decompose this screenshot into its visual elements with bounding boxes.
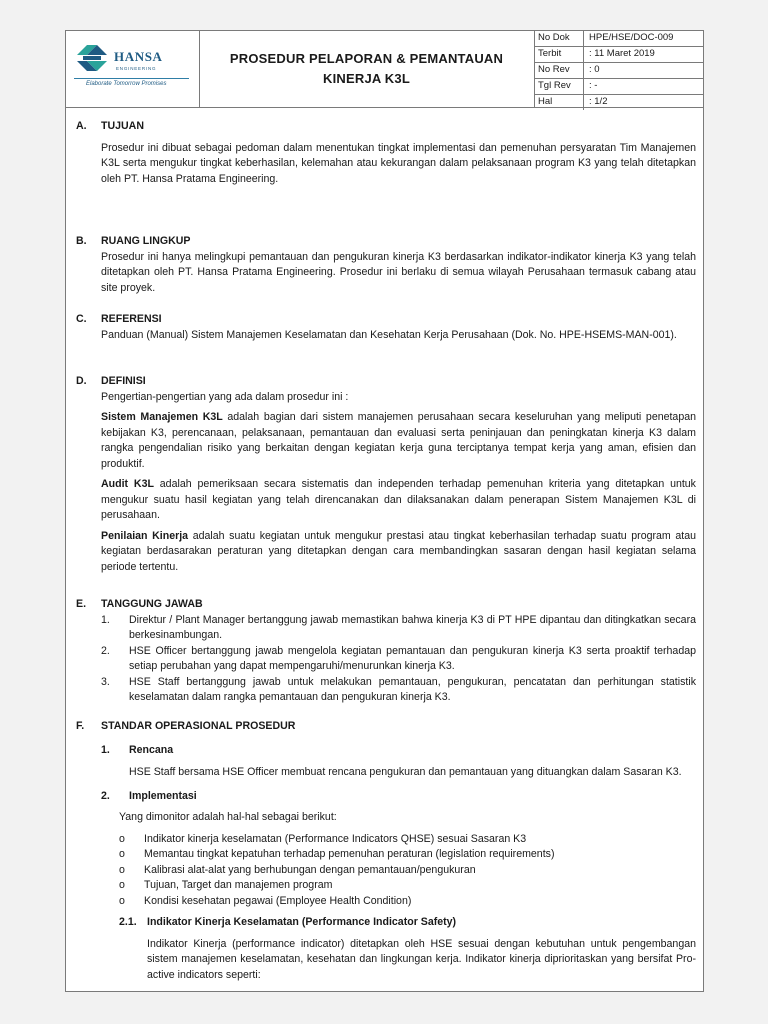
subsection-number: 2. [101, 789, 110, 802]
list-item [76, 644, 696, 675]
list-text: Kondisi kesehatan pegawai (Employee Health Condition) [144, 894, 412, 907]
section-title: RUANG LINGKUP [101, 235, 191, 247]
subsection-heading [76, 743, 696, 759]
subsection-title: Implementasi [129, 789, 197, 802]
list-text: HSE Staff bertanggung jawab untuk melakukan pemantauan, pengukuran, pencatatan dan perhitungan statistik keselamatan dalam rangka pemantauan dan pengukuran kinerja K3. [129, 675, 696, 703]
meta-value: : 0 [589, 64, 600, 75]
meta-row [534, 95, 704, 110]
list-item [76, 613, 696, 644]
subsection-number: 1. [101, 743, 110, 756]
section-letter: E. [76, 598, 87, 610]
list-text: Kalibrasi alat-alat yang berhubungan dengan pemantauan/pengukuran [144, 863, 476, 876]
subsection-text: HSE Staff bersama HSE Officer membuat rencana pengukuran dan pemantauan yang dituangkan dalam Sasaran K3. [129, 766, 682, 778]
section-heading [76, 234, 696, 250]
bullet-marker: o [119, 894, 125, 907]
section-title: STANDAR OPERASIONAL PROSEDUR [101, 720, 296, 732]
section-letter: D. [76, 375, 87, 387]
meta-key: Hal [534, 95, 584, 110]
list-text: Direktur / Plant Manager bertanggung jawab memastikan bahwa kinerja K3 di PT HPE dipantau dan ditingkatkan secara berkesinambungan. [129, 613, 696, 641]
subsection-heading [76, 789, 696, 805]
logo-company-name: HANSA [114, 49, 163, 64]
document-header [66, 31, 703, 108]
logo-tagline: Elaborate Tomorrow Promises [86, 81, 167, 87]
bullet-marker: o [119, 832, 125, 845]
logo-divider [74, 78, 189, 79]
subsection-intro: Yang dimonitor adalah hal-hal sebagai berikut: [119, 811, 337, 823]
definition-text: adalah bagian dari sistem manajemen perusahaan secara keseluruhan yang meliputi penetapan kebijakan K3, perencanaan, pelaksanaan, pemantauan dan evaluasi serta peninjauan dan peningkatan kinerja K3 dalam rangka pengendalian risiko yang berkaitan dengan kegiatan kerja guna terciptanya tempat kerja yang aman, efisien dan produktif. [101, 411, 697, 470]
section-title: REFERENSI [101, 313, 162, 325]
section-heading [76, 719, 696, 735]
definition-term: Audit K3L [101, 478, 154, 490]
meta-key: Terbit [534, 47, 584, 62]
list-item [76, 675, 696, 706]
section-heading [76, 312, 696, 328]
section-heading [76, 119, 696, 135]
document-page [65, 30, 704, 992]
definition-text: adalah suatu kegiatan untuk mengukur prestasi atau tingkat keberhasilan terhadap suatu program atau kegiatan berdasarakan peraturan yang ditetapkan dengan cara membandingkan sasaran dengan hasil kegiatan selama periode tertentu. [101, 529, 696, 573]
bullet-marker: o [119, 863, 125, 876]
section-standar-operasional [76, 719, 696, 983]
subsection-title: Indikator Kinerja Keselamatan (Performance Indicator Safety) [147, 916, 457, 928]
list-item [76, 894, 696, 910]
meta-row [534, 31, 704, 47]
meta-row [534, 79, 704, 95]
list-item [76, 878, 696, 894]
definition-intro: Pengertian-pengertian yang ada dalam prosedur ini : [101, 390, 349, 403]
section-title: TUJUAN [101, 120, 144, 132]
section-text: Prosedur ini hanya melingkupi pemantauan dan pengukuran kinerja K3 berdasarkan indikator-indikator kinerja K3 yang telah ditetapkan oleh PT. Hansa Pratama Engineering. Prosedur ini berlaku di semua wilayah Perusahaan termasuk cabang atau site proyek. [101, 250, 696, 294]
section-title: TANGGUNG JAWAB [101, 598, 203, 610]
bullet-list [76, 832, 696, 910]
meta-value: : 11 Maret 2019 [589, 48, 655, 59]
section-title: DEFINISI [101, 375, 146, 387]
definition-sistem-manajemen [76, 410, 696, 472]
list-item [76, 863, 696, 879]
subsection-number: 2.1. [119, 916, 137, 928]
list-item [76, 832, 696, 848]
section-text: Panduan (Manual) Sistem Manajemen Keselamatan dan Kesehatan Kerja Perusahaan (Dok. No. HPE-HSEMS-MAN-001). [101, 328, 677, 341]
meta-value: HPE/HSE/DOC-009 [589, 32, 674, 43]
title-line-1: PROSEDUR PELAPORAN & PEMANTAUAN [229, 51, 504, 66]
meta-value: : - [589, 80, 598, 91]
bullet-marker: o [119, 879, 125, 891]
list-text: Indikator kinerja keselamatan (Performance Indicators QHSE) sesuai Sasaran K3 [144, 832, 527, 845]
section-letter: A. [76, 120, 87, 132]
subsection-title: Rencana [129, 743, 174, 756]
section-definisi [76, 374, 696, 575]
bullet-marker: o [119, 848, 125, 860]
list-text: Memantau tingkat kepatuhan terhadap pemenuhan peraturan (legislation requirements) [144, 848, 555, 860]
definition-text: adalah pemeriksaan secara sistematis dan independen terhadap pemenuhan kriteria yang ditetapkan untuk mengukur suatu hasil kegiatan yang telah direncanakan dan dilaksanakan dalam penerapan Sistem Manajemen K3L di perusahaan. [101, 478, 696, 521]
section-referensi [76, 312, 696, 343]
section-tanggung-jawab [76, 597, 696, 706]
section-text: Prosedur ini dibuat sebagai pedoman dalam menentukan tingkat implementasi dan pemenuhan persyaratan Tim Manajemen K3L serta mengukur tingkat keberhasilan, kelemahan atau kekurangan dalam pelaksanaan program K3 yang telah ditetapkan oleh PT. Hansa Pratama Engineering. [101, 141, 696, 185]
list-number: 3. [101, 675, 110, 688]
definition-term: Sistem Manajemen K3L [101, 411, 223, 423]
section-letter: F. [76, 720, 85, 732]
section-ruang-lingkup [76, 234, 696, 296]
logo-company-sub: ENGINEERING [116, 66, 157, 71]
section-letter: B. [76, 235, 87, 247]
meta-key: Tgl Rev [534, 79, 584, 94]
definition-audit [76, 477, 696, 524]
list-number: 1. [101, 613, 110, 626]
document-title [199, 31, 535, 107]
meta-row [534, 47, 704, 63]
subsection-text: Indikator Kinerja (performance indicator) ditetapkan oleh HSE sesuai dengan kebutuhan untuk pengembangan sistem manajemen keselamatan, kesehatan dan lingkungan kerja. Indikator kinerja diprioritaskan yang bersifat Pro-active indicators seperti: [147, 937, 696, 981]
meta-key: No Rev [534, 63, 584, 78]
definition-term: Penilaian Kinerja [101, 529, 189, 542]
list-number: 2. [101, 644, 110, 657]
list-text: Tujuan, Target dan manajemen program [144, 879, 333, 891]
company-logo [66, 31, 200, 107]
subsection-heading [76, 915, 696, 931]
section-heading [76, 374, 696, 390]
section-tujuan [76, 119, 696, 187]
section-heading [76, 597, 696, 613]
definition-penilaian-kinerja [76, 529, 696, 576]
meta-row [534, 63, 704, 79]
list-item [76, 847, 696, 863]
list-text: HSE Officer bertanggung jawab mengelola kegiatan pemantauan dan pengukuran kinerja K3 serta proaktif terhadap setiap perubahan yang dapat mempengaruhi/menurunkan kinerja K3. [129, 644, 696, 672]
title-line-2: KINERJA K3L [323, 71, 410, 86]
hansa-logo-icon [73, 41, 111, 75]
section-letter: C. [76, 313, 87, 325]
meta-key: No Dok [534, 31, 584, 46]
meta-value: : 1/2 [589, 96, 608, 107]
document-meta-table [534, 31, 704, 107]
